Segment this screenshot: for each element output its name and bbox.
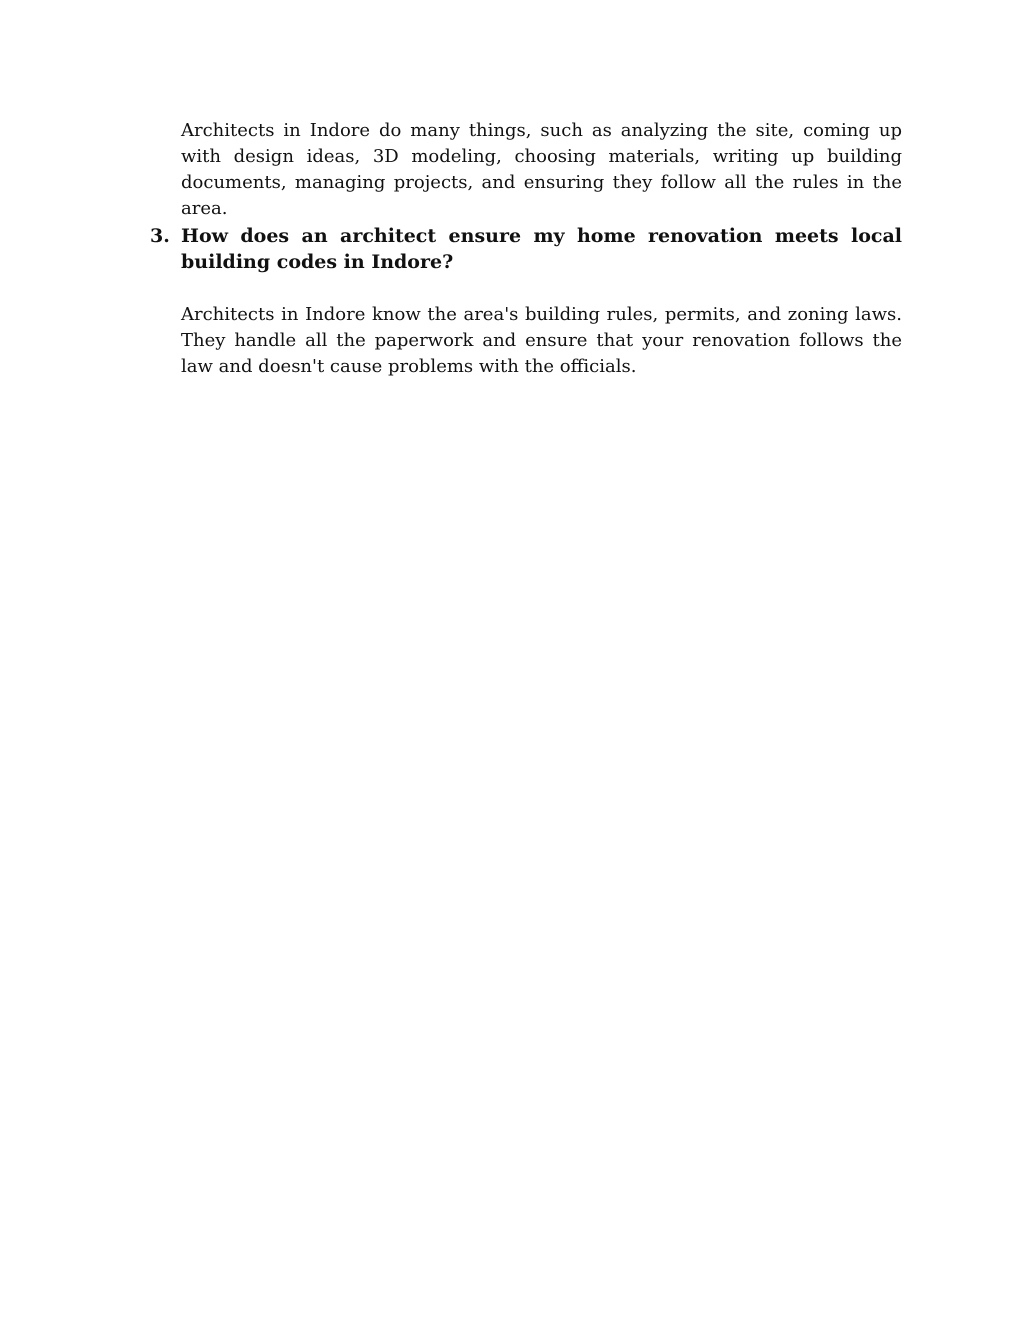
question-number: 3. — [150, 225, 170, 247]
answer-paragraph: Architects in Indore do many things, such as analyzing the site, coming up with design ideas, 3D modeling, choosing materials, writing up building documents, managing projects, and ensuring they follow all the rules in the area. — [181, 120, 902, 219]
faq-question — [150, 223, 902, 275]
question-text: How does an architect ensure my home renovation meets local building codes in Indore? — [181, 225, 902, 273]
answer-paragraph: Architects in Indore know the area's building rules, permits, and zoning laws. They handle all the paperwork and ensure that your renovation follows the law and doesn't cause problems with the officials. — [181, 304, 902, 377]
